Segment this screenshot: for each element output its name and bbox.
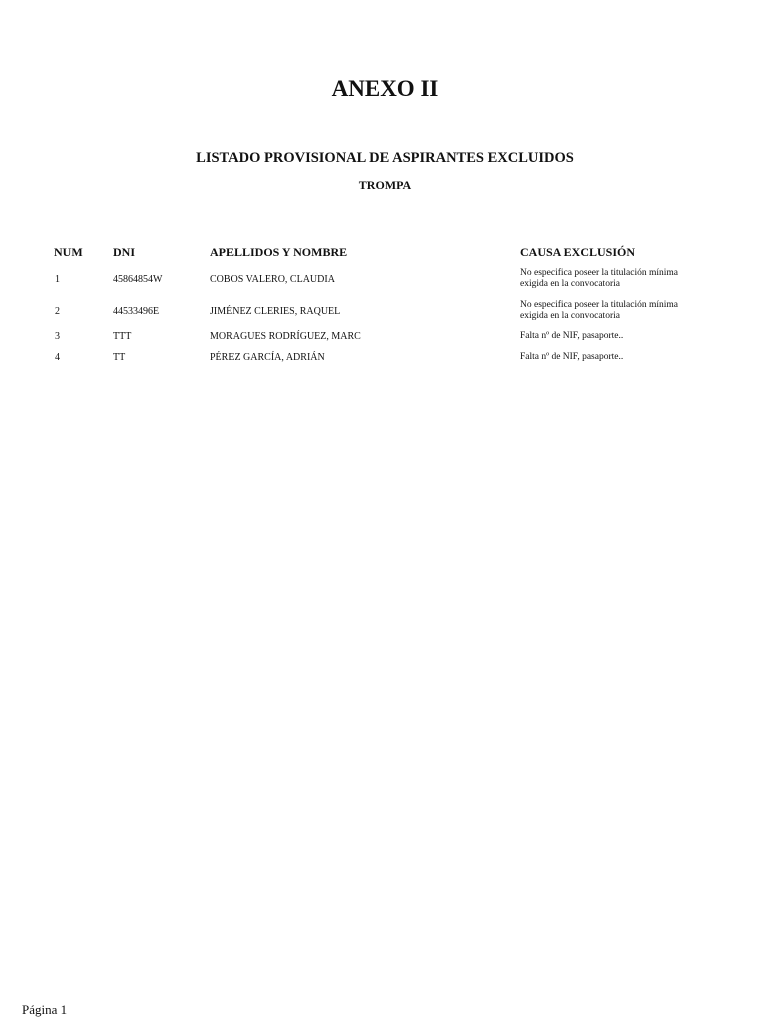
row-num: 1 [55, 274, 60, 285]
page-number: Página 1 [22, 1002, 68, 1017]
column-header-num: NUM [54, 245, 83, 259]
row-num: 2 [55, 306, 60, 317]
row-dni: 45864854W [113, 274, 163, 285]
column-header-name: APELLIDOS Y NOMBRE [210, 245, 348, 259]
row-cause-line: Falta nº de NIF, pasaporte.. [520, 352, 624, 362]
row-name: JIMÉNEZ CLERIES, RAQUEL [210, 306, 341, 317]
row-cause [520, 352, 730, 363]
page-title: ANEXO II [331, 76, 439, 101]
column-header-cause: CAUSA EXCLUSIÓN [520, 245, 636, 259]
list-title: LISTADO PROVISIONAL DE ASPIRANTES EXCLUIDOS [196, 150, 574, 166]
row-cause [520, 268, 730, 289]
row-dni: TT [113, 352, 126, 363]
row-cause-line: exigida en la convocatoria [520, 310, 620, 321]
row-cause-line: Falta nº de NIF, pasaporte.. [520, 331, 624, 341]
instrument-subtitle: TROMPA [358, 178, 412, 192]
row-dni: TTT [113, 331, 132, 342]
row-cause-line: No especifica poseer la titulación mínima [520, 268, 679, 278]
row-name: MORAGUES RODRÍGUEZ, MARC [210, 331, 361, 342]
row-cause-line: exigida en la convocatoria [520, 278, 620, 289]
row-cause-line: No especifica poseer la titulación mínima [520, 300, 679, 310]
column-header-dni: DNI [113, 245, 136, 259]
row-dni: 44533496E [113, 306, 160, 317]
row-cause [520, 331, 730, 342]
row-name: COBOS VALERO, CLAUDIA [210, 274, 335, 285]
row-cause [520, 300, 730, 321]
row-num: 4 [55, 352, 60, 363]
row-num: 3 [55, 331, 60, 342]
row-name: PÉREZ GARCÍA, ADRIÁN [210, 352, 325, 363]
